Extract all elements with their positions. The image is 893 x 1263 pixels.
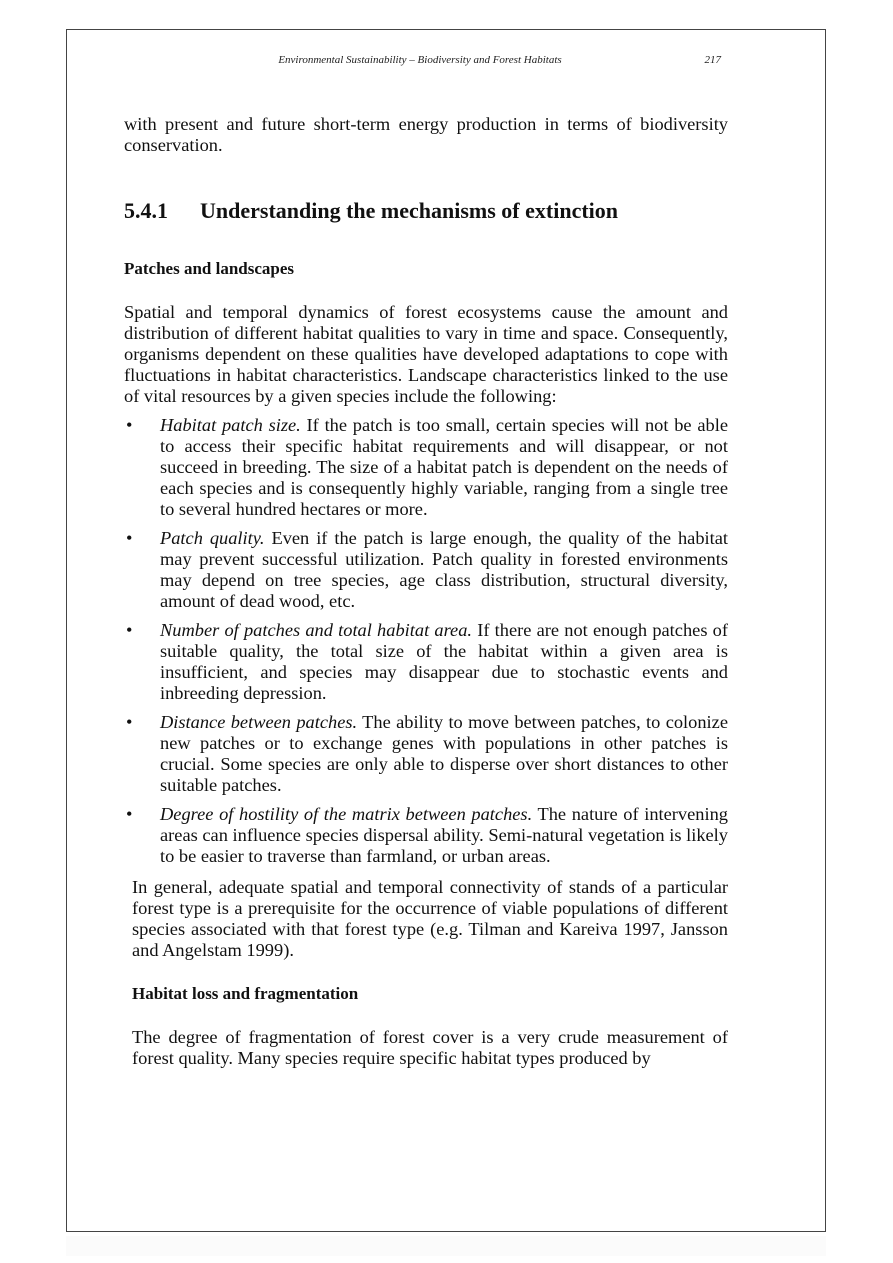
list-item-text: Even if the patch is large enough, the quality of the habitat may prevent successful utilization. Patch quality in forested environments may depend on tree species, age class distribution, structural diversity, amount of dead wood, etc. — [160, 528, 728, 611]
list-item — [124, 712, 728, 796]
list-item-term: Distance between patches. — [160, 712, 358, 732]
subsection-heading-patches: Patches and landscapes — [124, 259, 295, 278]
page-body — [124, 114, 728, 1069]
list-item-term: Habitat patch size. — [160, 415, 301, 435]
bullet-icon: • — [126, 528, 133, 548]
bullet-icon: • — [126, 804, 133, 824]
list-item-term: Number of patches and total habitat area. — [160, 620, 473, 640]
bullet-list — [124, 415, 728, 867]
page-bottom-shadow — [66, 1236, 826, 1256]
list-item-term: Patch quality. — [160, 528, 265, 548]
page-number: 217 — [704, 54, 721, 66]
list-item-text: The ability to move between patches, to colonize new patches or to exchange genes with populations in other patches is crucial. Some species are only able to disperse over short distances to other suitable patches. — [160, 712, 728, 795]
list-item — [124, 415, 728, 520]
list-item — [124, 528, 728, 612]
section-title: Understanding the mechanisms of extinction — [200, 198, 619, 223]
list-item-text: If the patch is too small, certain species will not be able to access their specific habitat requirements and will disappear, or not succeed in breeding. The size of a habitat patch is dependent on the needs of each species and is consequently highly variable, ranging from a single tree to several hundred hectares or more. — [160, 415, 728, 519]
running-title: Environmental Sustainability – Biodiversity and Forest Habitats — [278, 54, 562, 66]
bullet-icon: • — [126, 415, 133, 435]
list-item-text: The nature of intervening areas can influence species dispersal ability. Semi-natural vegetation is likely to be easier to traverse than farmland, or urban areas. — [160, 804, 728, 866]
bullet-icon: • — [126, 712, 133, 732]
body-paragraph: Spatial and temporal dynamics of forest ecosystems cause the amount and distribution of different habitat qualities to vary in time and space. Consequently, organisms dependent on these qualities have developed adaptations to cope with fluctuations in habitat characteristics. Landscape characteristics linked to the use of vital resources by a given species include the following: — [124, 302, 728, 406]
section-number: 5.4.1 — [124, 198, 168, 223]
closing-paragraph: In general, adequate spatial and temporal connectivity of stands of a particular forest type is a prerequisite for the occurrence of viable populations of different species associated with that forest type (e.g. Tilman and Kareiva 1997, Jansson and Angelstam 1999). — [132, 877, 728, 960]
section-heading — [124, 198, 728, 224]
body-paragraph-fragmentation: The degree of fragmentation of forest cover is a very crude measurement of forest quality. Many species require specific habitat types produced by — [132, 1027, 728, 1068]
list-item-term: Degree of hostility of the matrix between patches. — [160, 804, 533, 824]
bullet-icon: • — [126, 620, 133, 640]
subsection-heading-habitat-loss: Habitat loss and fragmentation — [132, 984, 359, 1003]
list-item — [124, 804, 728, 867]
intro-paragraph: with present and future short-term energy production in terms of biodiversity conservation. — [124, 114, 728, 155]
list-item-text: If there are not enough patches of suitable quality, the total size of the habitat within a given area is insufficient, and species may disappear due to stochastic events and inbreeding depression. — [160, 620, 728, 703]
list-item — [124, 620, 728, 704]
